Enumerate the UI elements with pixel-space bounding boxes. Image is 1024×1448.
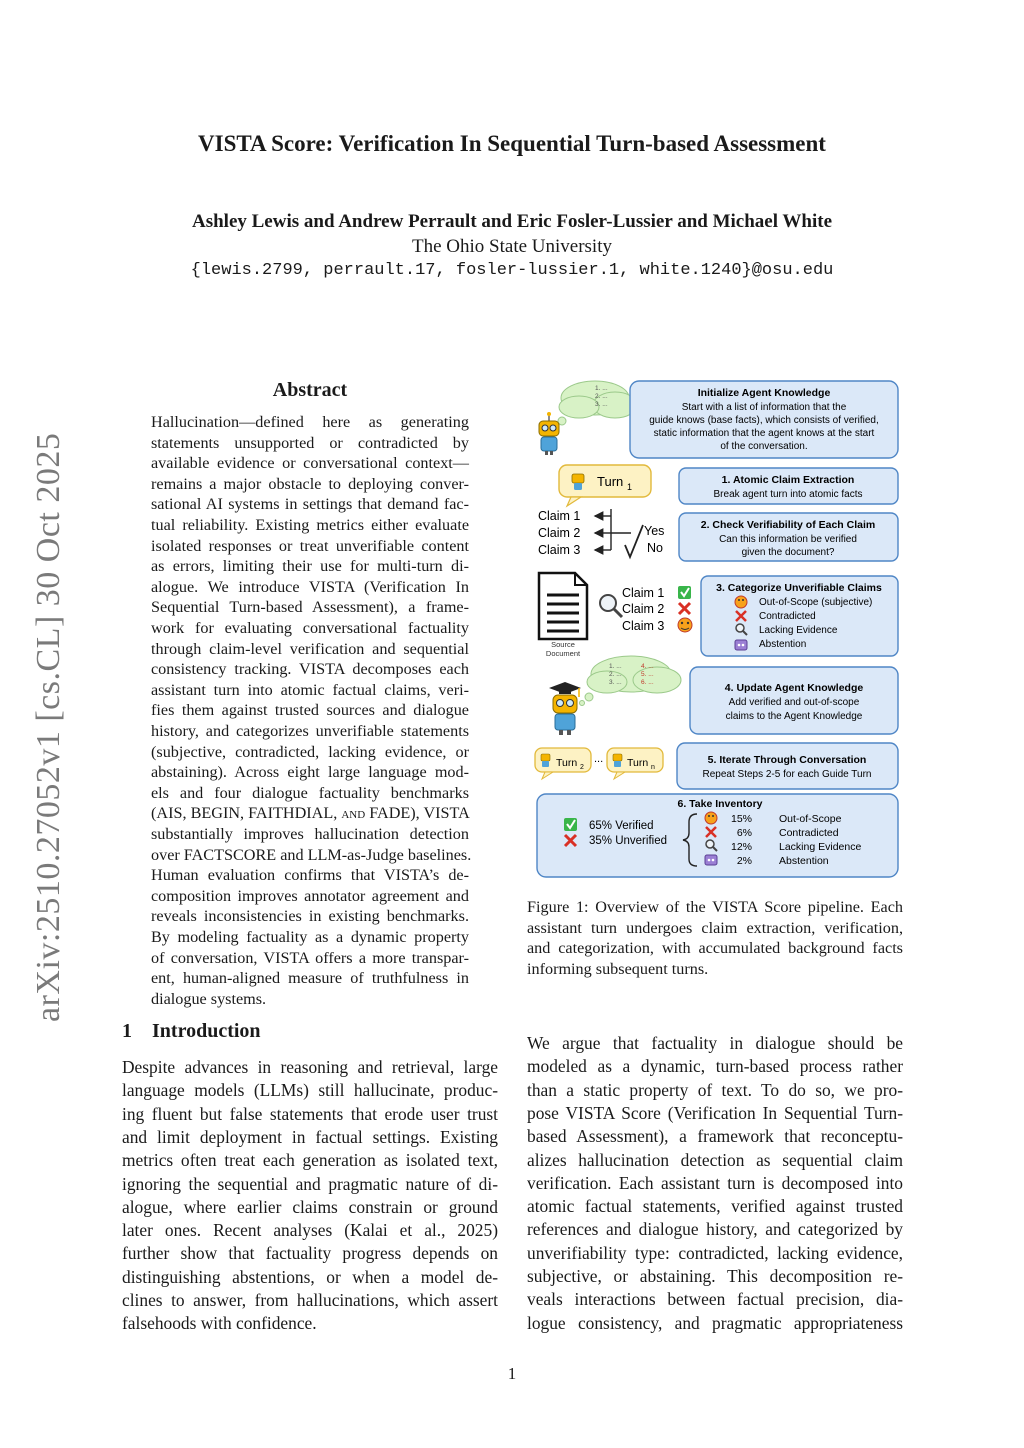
body-line: subjective, or abstaining. This decomposition re- bbox=[527, 1266, 903, 1286]
turn-subscript: n bbox=[651, 764, 655, 771]
abstract-line: over FACTSCORE and LLM-as-Judge baselines. bbox=[151, 845, 472, 864]
breakdown-pct: 12% bbox=[730, 841, 752, 853]
caption-line: Figure 1: Overview of the VISTA Score pipeline. Each bbox=[527, 898, 903, 916]
check-mark-icon bbox=[625, 525, 643, 557]
step-text: Start with a list of information that the bbox=[681, 402, 847, 413]
turn-label: Turn bbox=[627, 757, 649, 769]
no-label: No bbox=[647, 541, 663, 555]
abstract-line: els and four dialogue factuality benchmarks bbox=[151, 783, 469, 802]
body-line: modeled as a dynamic, turn-based process rather bbox=[527, 1056, 903, 1077]
step-text: static information that the agent knows at the start bbox=[653, 428, 875, 439]
body-line: than a static property of text. To do so, we pro- bbox=[527, 1079, 903, 1100]
ellipsis: ... bbox=[594, 753, 604, 765]
abstract-line: substantially improves hallucination detection bbox=[151, 825, 469, 843]
turn-n-bubble bbox=[607, 748, 663, 779]
abstract-line: abstaining). Across eight large language mod- bbox=[151, 763, 469, 782]
category-item: Out-of-Scope (subjective) bbox=[759, 597, 873, 608]
abstract-line: work for evaluating conversational factuality bbox=[151, 619, 469, 637]
step-check-verifiability-box bbox=[679, 513, 898, 561]
claims-list bbox=[538, 509, 631, 557]
abstract-line: composition improves annotator agreement and bbox=[151, 886, 469, 905]
step-title: 6. Take Inventory bbox=[677, 798, 763, 810]
body-line: We argue that factuality in dialogue should be bbox=[527, 1033, 903, 1053]
abstract-line: as errors, limiting their use for multi-turn di- bbox=[151, 557, 469, 576]
category-item: Abstention bbox=[759, 639, 807, 650]
body-line: Despite advances in reasoning and retrieval, large bbox=[122, 1057, 498, 1077]
thought-cloud-icon bbox=[553, 381, 638, 430]
body-line: ing fluent but false statements that erode user trust bbox=[122, 1103, 498, 1124]
abstention-robot-icon bbox=[735, 640, 747, 650]
body-line: atomic factual statements, verified against trusted bbox=[527, 1196, 903, 1217]
robot-graduate-icon bbox=[549, 682, 581, 735]
body-line: ignoring the sequential and pragmatic nature of di- bbox=[122, 1173, 498, 1194]
body-line: based Assessment), a framework that reconceptu- bbox=[527, 1126, 903, 1147]
turn-2-bubble bbox=[535, 748, 591, 779]
category-item: Contradicted bbox=[759, 611, 816, 622]
body-line: falsehoods with confidence. bbox=[122, 1313, 317, 1334]
paper-title: VISTA Score: Verification In Sequential Turn-based Assessment bbox=[198, 131, 826, 156]
abstract-line: reveals inconsistencies in existing benchmarks. bbox=[151, 907, 469, 926]
body-line: distinguishing abstentions, or when a model de- bbox=[122, 1266, 498, 1287]
body-line: further show that factuality progress depends on bbox=[122, 1243, 498, 1264]
body-line: verification. Each assistant turn is decomposed into bbox=[527, 1172, 903, 1193]
abstract-line: isolated responses or treat unverifiable content bbox=[151, 536, 469, 555]
verified-check-icon bbox=[564, 818, 577, 831]
claim-label: Claim 3 bbox=[538, 543, 581, 557]
author-list: Ashley Lewis and Andrew Perrault and Eric Fosler-Lussier and Michael White bbox=[191, 211, 833, 232]
abstract-line: dialogue systems. bbox=[151, 989, 267, 1008]
step-categorize-box bbox=[701, 576, 898, 656]
body-line: clines to answer, from hallucinations, which assert bbox=[122, 1290, 498, 1310]
thought-item: 1. ... bbox=[595, 385, 608, 392]
thought-item: 3. ... bbox=[609, 679, 622, 686]
abstract-line: consistency tracking. VISTA decomposes each bbox=[151, 660, 469, 679]
step-text: Can this information be verified bbox=[719, 534, 857, 545]
step-text: Repeat Steps 2-5 for each Guide Turn bbox=[702, 769, 872, 780]
abstract-line: fies them against trusted sources and dialogue bbox=[151, 701, 469, 720]
thought-item: 2. ... bbox=[595, 393, 608, 400]
breakdown-pct: 6% bbox=[736, 827, 752, 839]
yes-label: Yes bbox=[644, 524, 665, 538]
abstract-line: remains a major obstacle to deploying conver- bbox=[151, 474, 469, 493]
thought-item: 2. ... bbox=[609, 671, 622, 678]
abstract-line: through claim-level verification and sequential bbox=[151, 639, 469, 658]
step-text: Break agent turn into atomic facts bbox=[713, 489, 863, 500]
thought-cloud-icon bbox=[580, 656, 682, 706]
affiliation: The Ohio State University bbox=[412, 236, 612, 257]
category-item: Lacking Evidence bbox=[759, 625, 838, 636]
breakdown-pct: 15% bbox=[730, 813, 752, 825]
thought-item: 6. ... bbox=[641, 679, 654, 686]
source-label: Document bbox=[545, 649, 581, 658]
thought-item: 5. ... bbox=[641, 671, 654, 678]
step-title: 1. Atomic Claim Extraction bbox=[721, 474, 855, 486]
out-of-scope-emoji-icon bbox=[705, 812, 717, 824]
breakdown-label: Lacking Evidence bbox=[779, 841, 862, 853]
body-line: references and dialogue history, and categorized by bbox=[527, 1219, 903, 1240]
abstract-line: By modeling factuality as a dynamic property bbox=[151, 928, 469, 946]
step-text: of the conversation. bbox=[720, 441, 808, 452]
breakdown-label: Out-of-Scope bbox=[779, 813, 842, 825]
source-label: Source bbox=[551, 640, 575, 649]
author-emails: {lewis.2799, perrault.17, fosler-lussier.1, white.1240}@osu.edu bbox=[190, 261, 834, 280]
abstract-line: Sequential Turn-based Assessment), a frame- bbox=[151, 598, 469, 617]
step-title: 5. Iterate Through Conversation bbox=[707, 754, 867, 766]
abstract-line: sational AI systems in settings that demand fac- bbox=[151, 495, 469, 514]
verified-check-icon bbox=[678, 586, 691, 599]
caption-line: and categorization, with accumulated background facts bbox=[527, 939, 903, 958]
breakdown-pct: 2% bbox=[736, 855, 752, 867]
magnifier-icon bbox=[600, 595, 622, 617]
step-update-knowledge-box bbox=[690, 667, 898, 734]
robot-agent-icon bbox=[539, 412, 559, 455]
body-line: veals interactions between factual precision, dia- bbox=[527, 1289, 903, 1310]
abstract-line: of conversation, VISTA offers a more transpar- bbox=[151, 948, 469, 967]
caption-line: informing subsequent turns. bbox=[527, 959, 709, 978]
body-line: logue consistency, and pragmatic appropriateness bbox=[527, 1312, 903, 1333]
step-inventory-box bbox=[537, 794, 898, 877]
body-line: unverifiability type: contradicted, lacking evidence, bbox=[527, 1242, 903, 1263]
step-text: Add verified and out-of-scope bbox=[728, 697, 860, 708]
step-text: guide knows (base facts), which consists of verified, bbox=[649, 415, 879, 426]
section-number: 1 bbox=[122, 1020, 132, 1042]
body-line: later ones. Recent analyses (Kalai et al., 2025) bbox=[122, 1220, 498, 1241]
body-line: language models (LLMs) still hallucinate, produc- bbox=[122, 1080, 498, 1101]
claim-label: Claim 2 bbox=[538, 526, 581, 540]
arxiv-stamp: arXiv:2510.27052v1 [cs.CL] 30 Oct 2025 bbox=[30, 432, 67, 1022]
turn-1-bubble bbox=[559, 465, 651, 506]
caption-line: assistant turn undergoes claim extraction, verification, bbox=[527, 918, 903, 937]
turn-subscript: 1 bbox=[627, 482, 633, 492]
contradicted-cross-icon bbox=[679, 603, 690, 614]
body-line: alogue, where earlier claims constrain or ground bbox=[122, 1196, 498, 1217]
turn-label: Turn bbox=[556, 757, 578, 769]
verifiability-check bbox=[625, 524, 664, 557]
section-title: Introduction bbox=[152, 1020, 261, 1042]
claim-label: Claim 3 bbox=[622, 619, 665, 633]
abstract-line: alogue. We introduce VISTA (Verification In bbox=[151, 577, 469, 596]
abstract-line: statements unsupported or contradicted by bbox=[151, 433, 469, 452]
claim-label: Claim 1 bbox=[538, 509, 581, 523]
abstract-line: tual reliability. Existing metrics either evaluate bbox=[151, 516, 469, 534]
abstract-line: (subjective, contradicted, lacking evidence, or bbox=[151, 742, 469, 761]
body-line: alizes hallucination detection as sequential claim bbox=[527, 1149, 903, 1170]
step-iterate-box bbox=[677, 743, 898, 789]
abstract-line: (AIS, BEGIN, FAITHDIAL, and FADE), VISTA bbox=[151, 804, 470, 823]
claim-label: Claim 2 bbox=[622, 602, 665, 616]
abstract-line: history, and categorizes unverifiable statements bbox=[151, 722, 469, 740]
verified-pct: 65% Verified bbox=[589, 820, 654, 832]
out-of-scope-emoji-icon bbox=[735, 596, 747, 608]
claim-label: Claim 1 bbox=[622, 586, 665, 600]
thought-item: 4. ... bbox=[641, 663, 654, 670]
step-title: 2. Check Verifiability of Each Claim bbox=[700, 519, 876, 531]
categorized-claims bbox=[622, 586, 692, 633]
abstract-line: Hallucination—defined here as generating bbox=[151, 413, 469, 431]
abstract-line: ent, human-aligned measure of truthfulness in bbox=[151, 969, 469, 988]
abstract-line: available evidence or conversational context— bbox=[151, 454, 469, 473]
source-document-icon bbox=[539, 573, 587, 658]
step-title: 3. Categorize Unverifiable Claims bbox=[716, 582, 882, 594]
turn-label: Turn bbox=[597, 474, 624, 489]
thought-item: 3. ... bbox=[595, 401, 608, 408]
step-title: 4. Update Agent Knowledge bbox=[724, 682, 864, 694]
page-number: 1 bbox=[507, 1364, 517, 1383]
turn-subscript: 2 bbox=[580, 764, 584, 771]
figure-1-pipeline bbox=[527, 377, 907, 887]
subjective-emoji-icon bbox=[678, 618, 692, 632]
section-heading bbox=[122, 1020, 261, 1043]
abstract-heading: Abstract bbox=[272, 379, 348, 401]
step-text: given the document? bbox=[741, 547, 835, 558]
body-line: pose VISTA Score (Verification In Sequential Turn- bbox=[527, 1102, 903, 1123]
breakdown-label: Abstention bbox=[779, 855, 829, 867]
breakdown-label: Contradicted bbox=[779, 827, 839, 839]
step-title: Initialize Agent Knowledge bbox=[697, 387, 831, 399]
step-text: claims to the Agent Knowledge bbox=[725, 711, 863, 722]
thought-item: 1. ... bbox=[609, 663, 622, 670]
step-claim-extraction-box bbox=[679, 468, 898, 504]
abstract-line: Human evaluation confirms that VISTA’s de- bbox=[151, 866, 469, 885]
abstention-robot-icon bbox=[705, 855, 717, 865]
step-initialize-box bbox=[630, 381, 898, 458]
body-line: and limit deployment in factual settings. Existing bbox=[122, 1126, 498, 1147]
abstract-line: assistant turn into atomic factual claims, veri- bbox=[151, 680, 469, 699]
unverified-pct: 35% Unverified bbox=[589, 835, 667, 847]
body-line: metrics often treat each generation as isolated text, bbox=[122, 1150, 498, 1171]
